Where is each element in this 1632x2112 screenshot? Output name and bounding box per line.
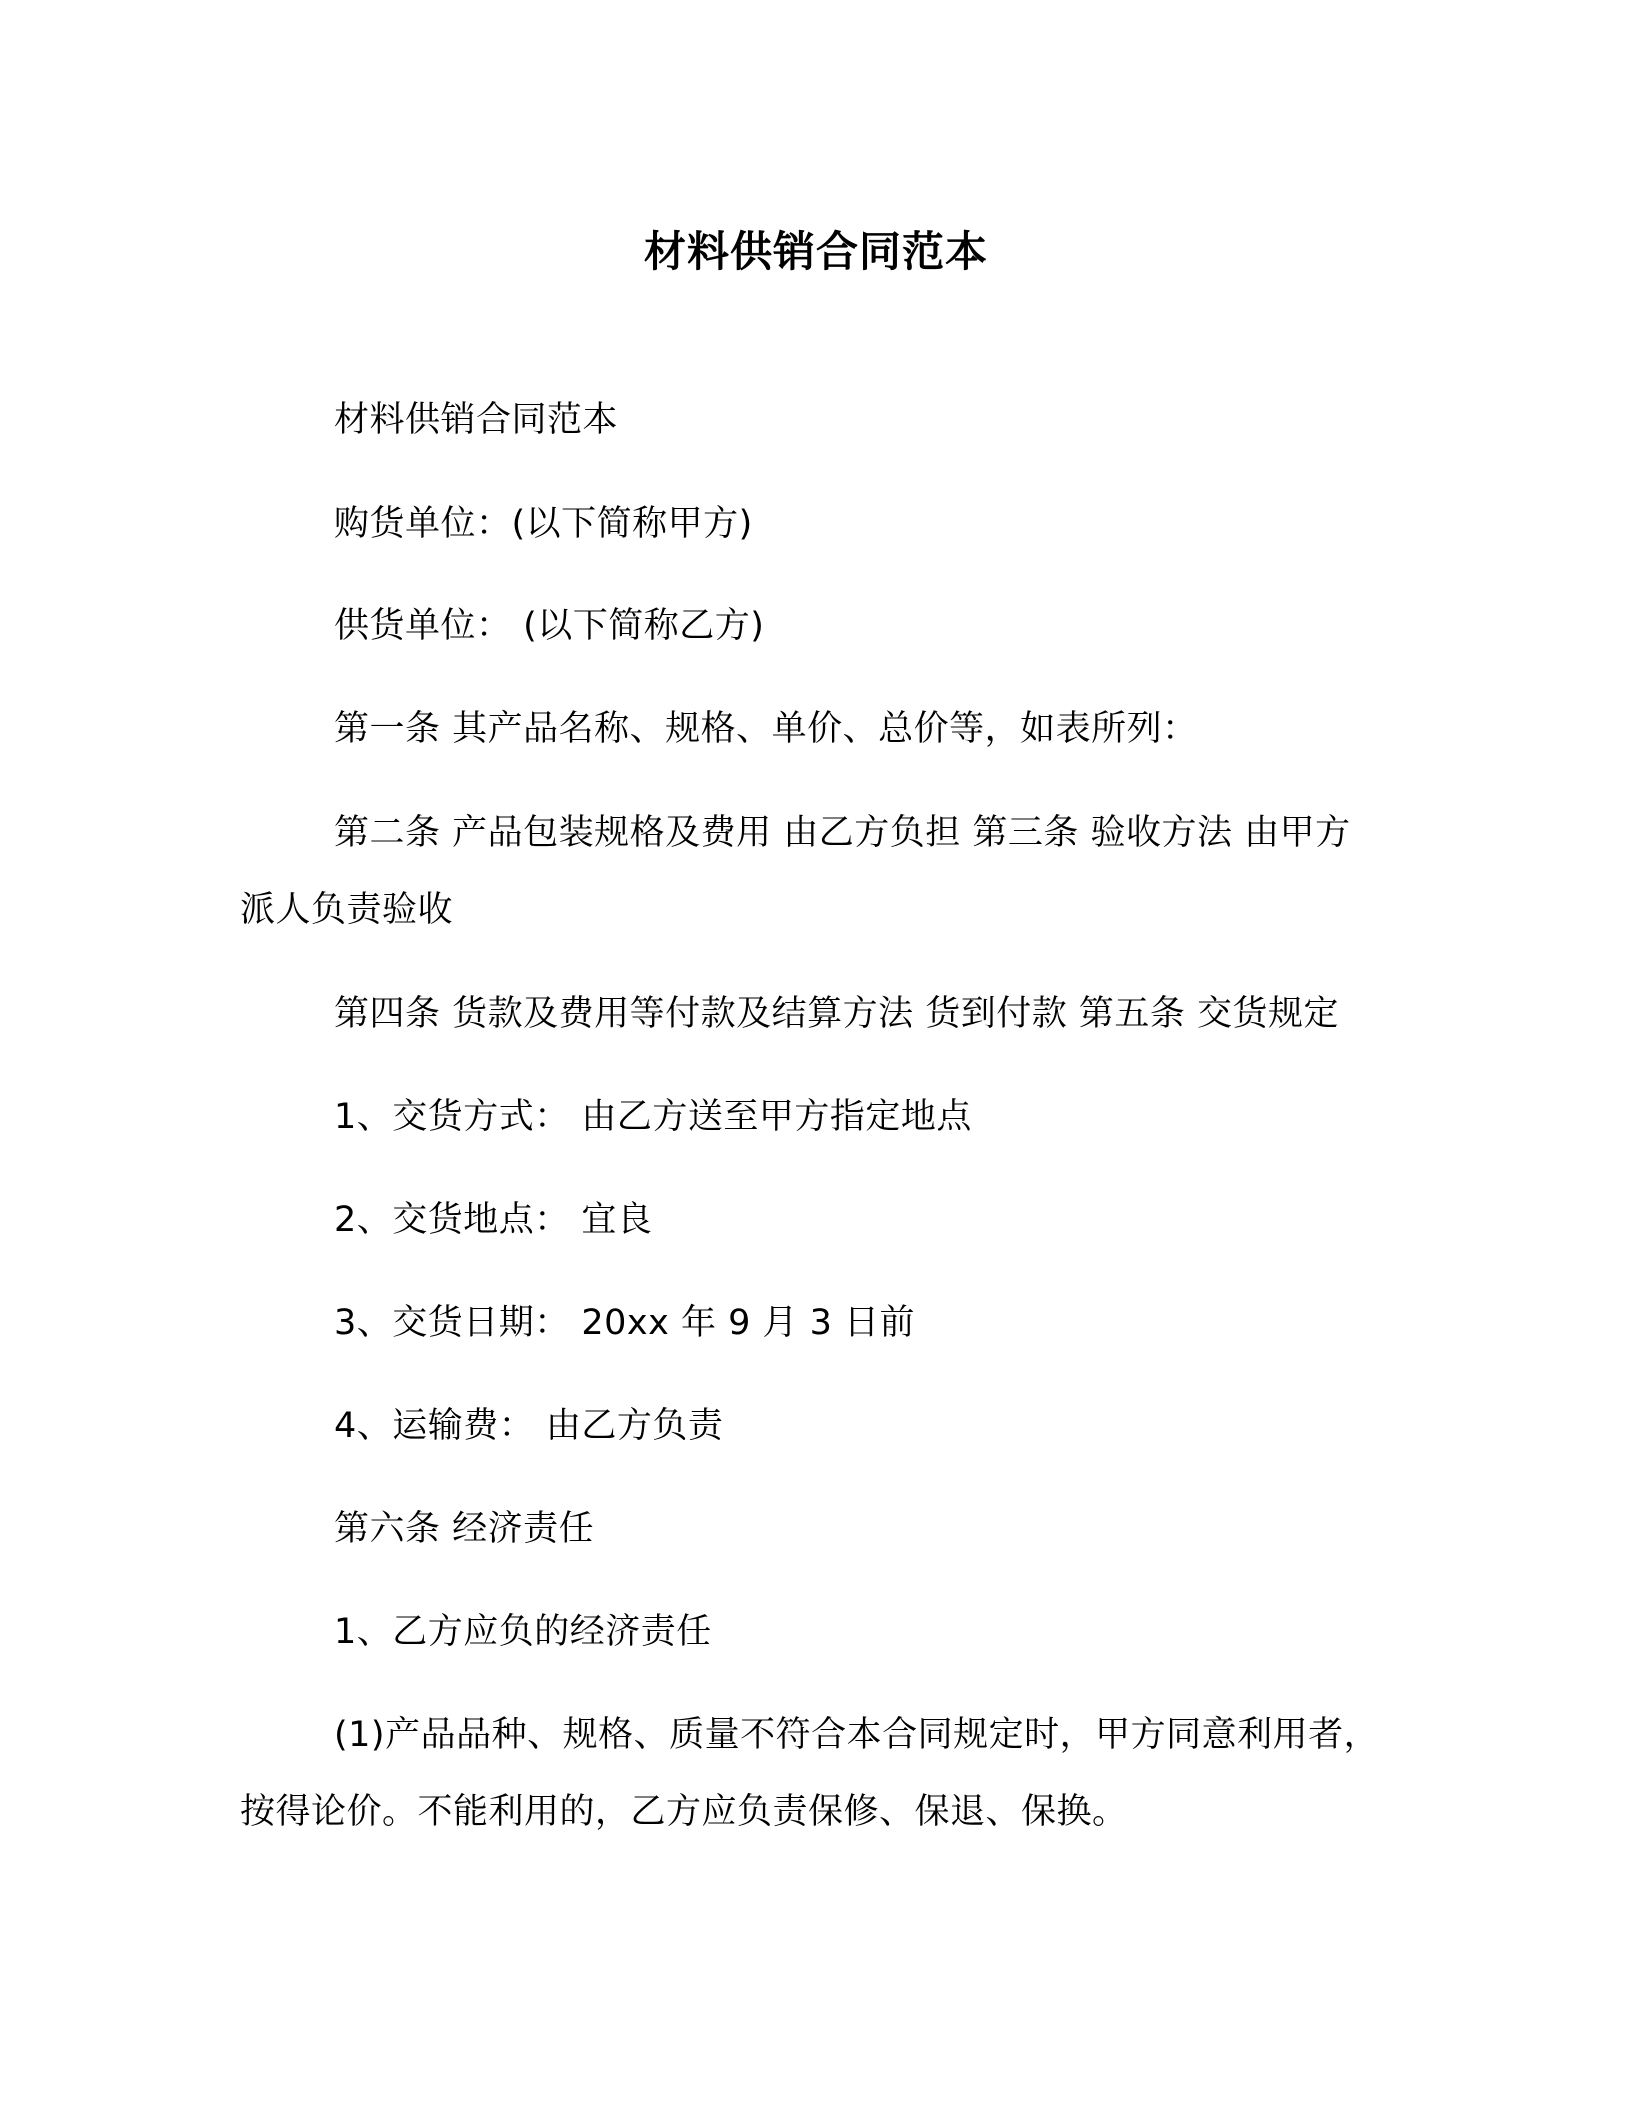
paragraph-delivery-location bbox=[240, 1182, 1410, 1259]
paragraph-text: 第四条 货款及费用等付款及结算方法 货到付款 第五条 交货规定 bbox=[334, 994, 1340, 1034]
paragraph-party-b-liability bbox=[240, 1594, 1410, 1671]
paragraph-line bbox=[240, 1697, 1410, 1774]
paragraph-text: 材料供销合同范本 bbox=[334, 400, 619, 440]
paragraph-supplier bbox=[240, 588, 1410, 665]
paragraph-text: 4、运输费： 由乙方负责 bbox=[334, 1406, 724, 1446]
paragraph-text: 1、交货方式： 由乙方送至甲方指定地点 bbox=[334, 1097, 972, 1137]
paragraph-text: 第六条 经济责任 bbox=[334, 1509, 595, 1549]
paragraph-text: 第二条 产品包装规格及费用 由乙方负担 第三条 验收方法 由甲方 bbox=[334, 813, 1351, 853]
paragraph-text: 购货单位：(以下简称甲方) bbox=[334, 504, 753, 544]
paragraph-article-6 bbox=[240, 1491, 1410, 1568]
paragraph-liability-item-1 bbox=[240, 1697, 1410, 1851]
paragraph-buyer bbox=[240, 486, 1410, 563]
paragraph-line: 派人负责验收 bbox=[240, 890, 454, 930]
paragraph-delivery-date bbox=[240, 1285, 1410, 1362]
paragraph-article-1 bbox=[240, 691, 1410, 768]
paragraph-text: 供货单位： (以下简称乙方) bbox=[334, 606, 765, 646]
paragraph-text: 第一条 其产品名称、规格、单价、总价等，如表所列： bbox=[334, 709, 1198, 749]
paragraph-article-2-3 bbox=[240, 795, 1410, 949]
paragraph-delivery-method bbox=[240, 1079, 1410, 1156]
paragraph-heading bbox=[240, 382, 1410, 459]
paragraph-freight bbox=[240, 1388, 1410, 1465]
paragraph-line: 按得论价。不能利用的，乙方应负责保修、保退、保换。 bbox=[240, 1792, 1128, 1832]
paragraph-text: 3、交货日期： 20xx 年 9 月 3 日前 bbox=[334, 1303, 916, 1343]
paragraph-article-4-5 bbox=[240, 976, 1410, 1053]
paragraph-line bbox=[240, 795, 1410, 872]
paragraph-text: (1)产品品种、规格、质量不符合本合同规定时，甲方同意利用者， bbox=[334, 1715, 1380, 1755]
document-title: 材料供销合同范本 bbox=[643, 227, 988, 276]
paragraph-text: 2、交货地点： 宜良 bbox=[334, 1200, 653, 1240]
paragraph-text: 1、乙方应负的经济责任 bbox=[334, 1612, 712, 1652]
